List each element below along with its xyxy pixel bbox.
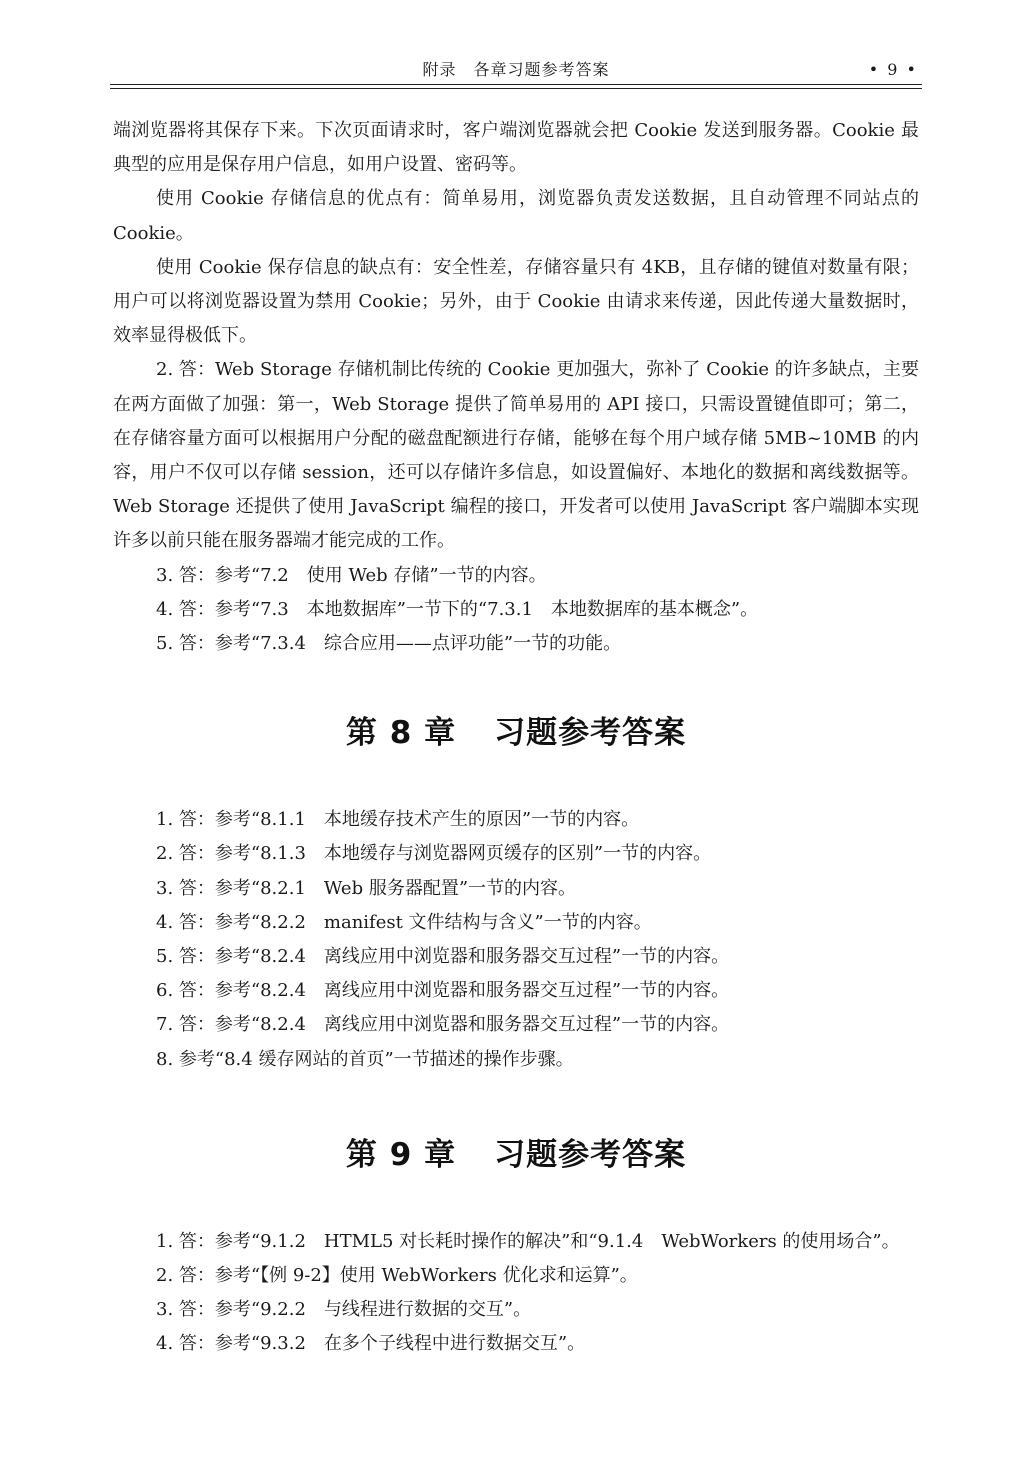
answer-item: 1. 答：参考“8.1.1 本地缓存技术产生的原因”一节的内容。	[156, 809, 640, 831]
answer-item: 1. 答：参考“9.1.2 HTML5 对长耗时操作的解决”和“9.1.4 WebWorkers 的使用场合”。	[156, 1230, 900, 1252]
paragraph: 端浏览器将其保存下来。下次页面请求时，客户端浏览器就会把 Cookie 发送到服务器。Cookie 最典型的应用是保存用户信息，如用户设置、密码等。	[113, 120, 919, 176]
answer-item: 5. 答：参考“7.3.4 综合应用——点评功能”一节的功能。	[156, 633, 622, 655]
header-title: 附录 各章习题参考答案	[422, 60, 610, 79]
answer-item: 2. 答：参考“【例 9-2】使用 WebWorkers 优化求和运算”。	[156, 1265, 638, 1287]
paragraph: 使用 Cookie 存储信息的优点有：简单易用，浏览器负责发送数据，且自动管理不同站点的 Cookie。	[113, 188, 919, 244]
answer-item: 4. 答：参考“9.3.2 在多个子线程中进行数据交互”。	[156, 1333, 586, 1355]
paragraph: 使用 Cookie 保存信息的缺点有：安全性差，存储容量只有 4KB，且存储的键值对数量有限；用户可以将浏览器设置为禁用 Cookie；另外，由于 Cookie 由请求来传递，因此传递大量数据时，效率显得极低下。	[113, 256, 919, 347]
page-body	[113, 114, 919, 1362]
answer-item: 5. 答：参考“8.2.4 离线应用中浏览器和服务器交互过程”一节的内容。	[156, 946, 730, 968]
chapter-9-heading	[113, 1133, 919, 1177]
answer-item: 8. 参考“8.4 缓存网站的首页”一节描述的操作步骤。	[156, 1048, 574, 1070]
running-header	[110, 58, 922, 82]
answer-item: 7. 答：参考“8.2.4 离线应用中浏览器和服务器交互过程”一节的内容。	[156, 1014, 730, 1036]
chapter-label: 第 9 章	[345, 1136, 457, 1173]
chapter-label: 第 8 章	[345, 715, 457, 752]
chapter-title: 习题参考答案	[494, 715, 687, 752]
answer-item: 3. 答：参考“9.2.2 与线程进行数据的交互”。	[156, 1299, 532, 1321]
chapter-title: 习题参考答案	[494, 1136, 687, 1173]
answer-item: 6. 答：参考“8.2.4 离线应用中浏览器和服务器交互过程”一节的内容。	[156, 980, 730, 1002]
answer-item: 3. 答：参考“8.2.1 Web 服务器配置”一节的内容。	[156, 877, 577, 899]
header-rule-thick	[110, 84, 922, 85]
page-number: • 9 •	[868, 60, 918, 79]
answer-item: 3. 答：参考“7.2 使用 Web 存储”一节的内容。	[156, 564, 547, 586]
chapter-8-heading	[113, 711, 919, 755]
answer-item: 2. 答：参考“8.1.3 本地缓存与浏览器网页缓存的区别”一节的内容。	[156, 843, 712, 865]
paragraph: 2. 答：Web Storage 存储机制比传统的 Cookie 更加强大，弥补了 Cookie 的许多缺点，主要在两方面做了加强：第一，Web Storage 提供了简单易用的 API 接口，只需设置键值即可；第二，在存储容量方面可以根据用户分配的磁盘配额进行存储，能够在每个用户域存储 5MB~10MB 的内容，用户不仅可以存储 session，还可以存储许多信息，如设置偏好、本地化的数据和离线数据等。Web Storage 还提供了使用 JavaScript 编程的接口，开发者可以使用 JavaScript 客户端脚本实现许多以前只能在服务器端才能完成的工作。	[113, 359, 919, 552]
header-rule-thin	[110, 88, 922, 89]
answer-item: 4. 答：参考“8.2.2 manifest 文件结构与含义”一节的内容。	[156, 911, 652, 933]
answer-item: 4. 答：参考“7.3 本地数据库”一节下的“7.3.1 本地数据库的基本概念”。	[156, 598, 759, 620]
